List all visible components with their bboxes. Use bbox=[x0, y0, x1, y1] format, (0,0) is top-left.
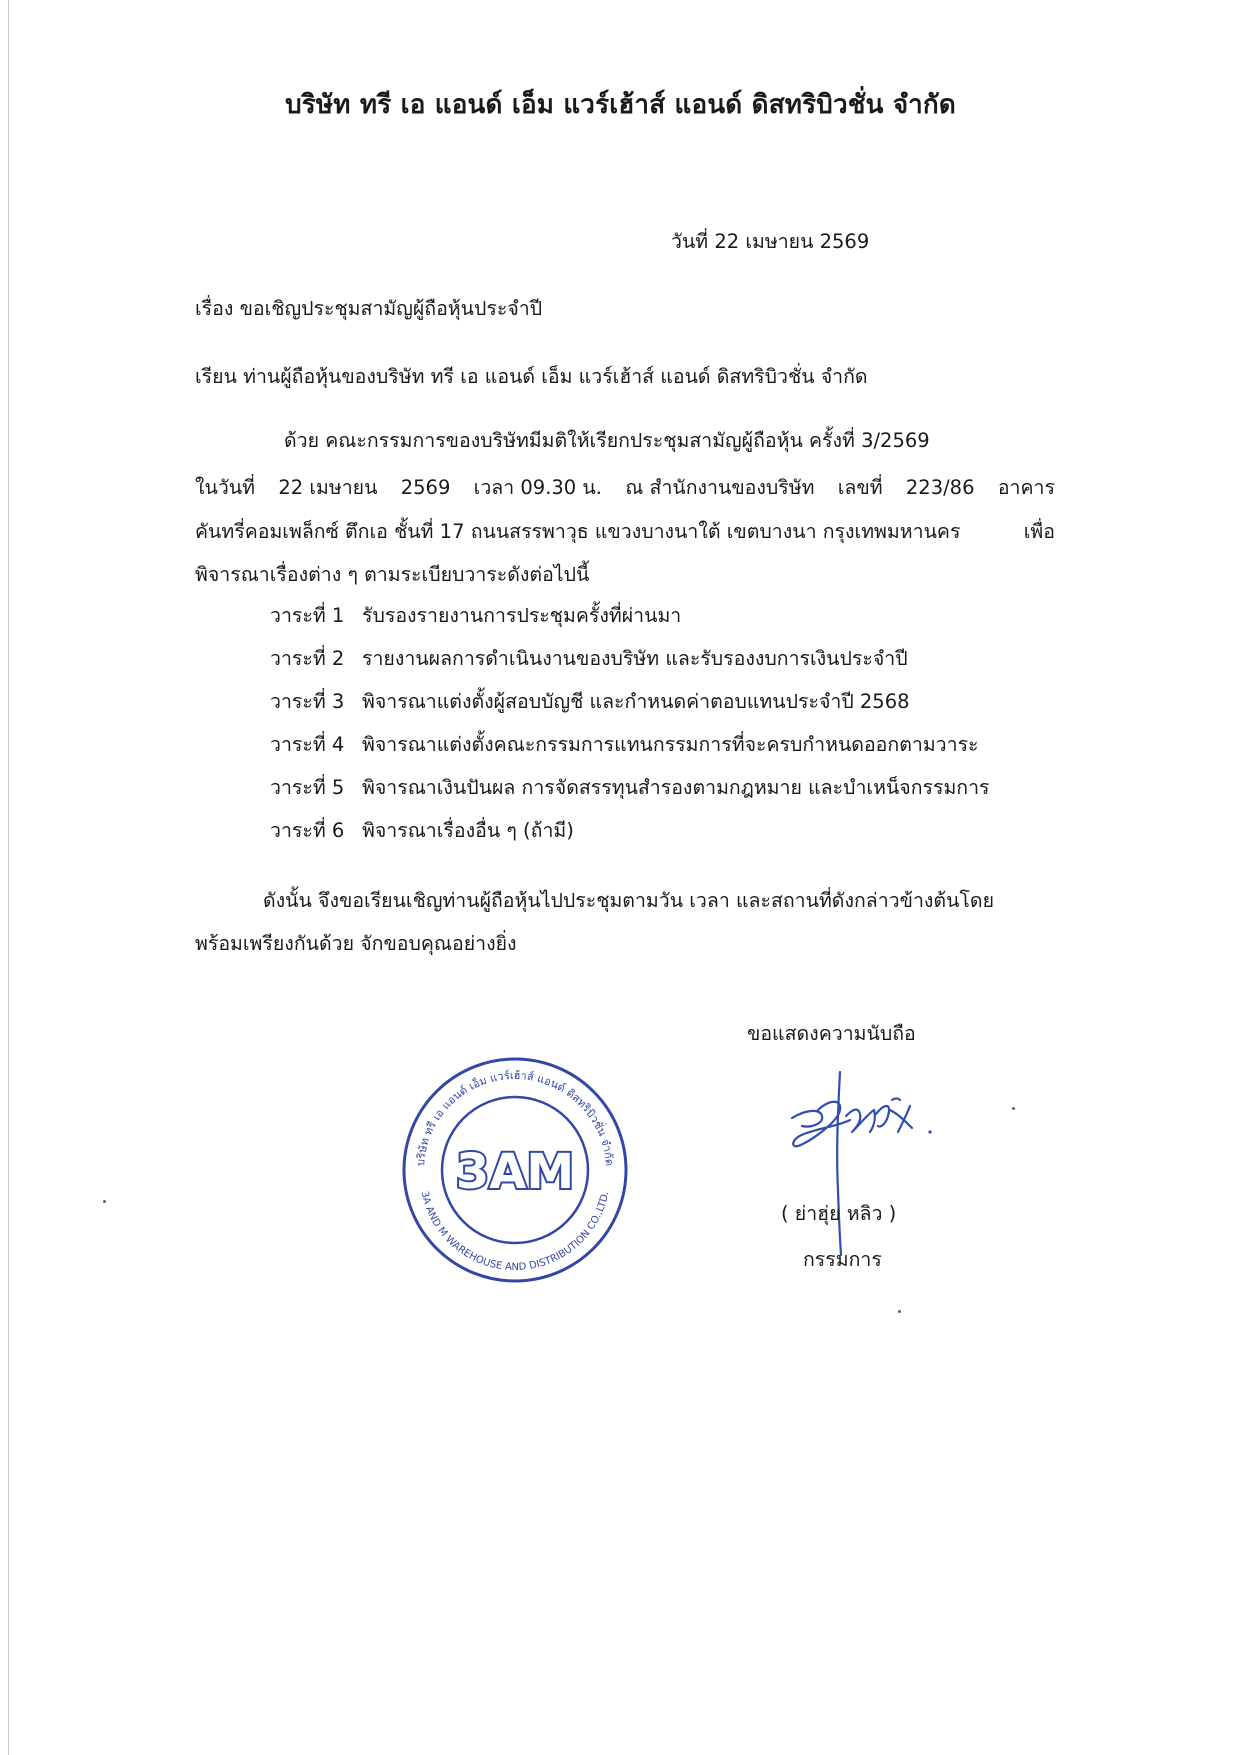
body-line-2-part: 223/86 bbox=[905, 476, 975, 499]
agenda-number: วาระที่ 1 bbox=[270, 604, 345, 627]
seal-thai-ring-text: บริษัท ทรี เอ แอนด์ เอ็ม แวร์เฮ้าส์ แอนด์ ดิสทริบิวชั่น จำกัด bbox=[414, 1068, 616, 1167]
body-line-4: พิจารณาเรื่องต่าง ๆ ตามระเบียบวาระดังต่อไปนี้ bbox=[195, 563, 590, 586]
body-line-3 bbox=[195, 520, 1055, 543]
body-line-3-part: เพื่อ bbox=[1023, 520, 1055, 543]
letter-salutation: เรียน ท่านผู้ถือหุ้นของบริษัท ทรี เอ แอนด์ เอ็ม แวร์เฮ้าส์ แอนด์ ดิสทริบิวชั่น จำกัด bbox=[195, 365, 868, 388]
body-line-2-part: 2569 bbox=[400, 476, 451, 499]
body-line-2-part: เวลา 09.30 น. bbox=[473, 476, 602, 499]
body-line-2-part: ณ สำนักงานของบริษัท bbox=[625, 476, 815, 499]
body-line-2-part: เลขที่ bbox=[837, 476, 883, 499]
body-line-2-part: อาคาร bbox=[997, 476, 1055, 499]
agenda-text: พิจารณาเงินปันผล การจัดสรรทุนสำรองตามกฎหมาย และบำเหน็จกรรมการ bbox=[362, 776, 990, 799]
body-line-1: ด้วย คณะกรรมการของบริษัทมีมติให้เรียกประชุมสามัญผู้ถือหุ้น ครั้งที่ 3/2569 bbox=[284, 429, 930, 452]
agenda-text: พิจารณาเรื่องอื่น ๆ (ถ้ามี) bbox=[362, 819, 574, 842]
agenda-item bbox=[270, 776, 990, 799]
closing-regards: ขอแสดงความนับถือ bbox=[747, 1022, 916, 1045]
handwritten-signature bbox=[780, 1070, 1010, 1260]
agenda-item bbox=[270, 819, 574, 842]
agenda-text: รับรองรายงานการประชุมครั้งที่ผ่านมา bbox=[362, 604, 682, 627]
body-line-2-part: ในวันที่ bbox=[195, 476, 255, 499]
body-line-2-part: 22 เมษายน bbox=[278, 476, 378, 499]
seal-logo-text: 3AM bbox=[455, 1144, 575, 1200]
agenda-item bbox=[270, 690, 910, 713]
agenda-text: รายงานผลการดำเนินงานของบริษัท และรับรองงบการเงินประจำปี bbox=[362, 647, 908, 670]
agenda-number: วาระที่ 2 bbox=[270, 647, 345, 670]
scan-speck bbox=[898, 1310, 901, 1313]
signer-name: ( ย่าฮุ่ย หลิว ) bbox=[781, 1202, 897, 1225]
company-seal bbox=[400, 1055, 630, 1285]
agenda-number: วาระที่ 5 bbox=[270, 776, 345, 799]
scan-speck bbox=[103, 1200, 106, 1203]
scan-edge-line bbox=[8, 0, 9, 1755]
agenda-item bbox=[270, 604, 681, 627]
company-title: บริษัท ทรี เอ แอนด์ เอ็ม แวร์เฮ้าส์ แอนด์ ดิสทริบิวชั่น จำกัด bbox=[285, 90, 956, 120]
letter-subject: เรื่อง ขอเชิญประชุมสามัญผู้ถือหุ้นประจำปี bbox=[195, 297, 543, 320]
agenda-number: วาระที่ 3 bbox=[270, 690, 345, 713]
agenda-text: พิจารณาแต่งตั้งผู้สอบบัญชี และกำหนดค่าตอบแทนประจำปี 2568 bbox=[362, 690, 910, 713]
scan-speck bbox=[1012, 1107, 1015, 1110]
agenda-text: พิจารณาแต่งตั้งคณะกรรมการแทนกรรมการที่จะครบกำหนดออกตามวาระ bbox=[362, 733, 979, 756]
agenda-item bbox=[270, 733, 979, 756]
signer-title: กรรมการ bbox=[803, 1248, 882, 1271]
closing-line-1: ดังนั้น จึงขอเรียนเชิญท่านผู้ถือหุ้นไปประชุมตามวัน เวลา และสถานที่ดังกล่าวข้างต้นโดย bbox=[263, 889, 994, 912]
seal-english-ring-text: 3A AND M WAREHOUSE AND DISTRIBUTION CO.,LTD. bbox=[418, 1190, 612, 1274]
body-line-3-part: คันทรี่คอมเพล็กซ์ ตึกเอ ชั้นที่ 17 ถนนสรรพาวุธ แขวงบางนาใต้ เขตบางนา กรุงเทพมหานคร bbox=[195, 520, 961, 543]
agenda-item bbox=[270, 647, 908, 670]
agenda-number: วาระที่ 4 bbox=[270, 733, 345, 756]
letter-date: วันที่ 22 เมษายน 2569 bbox=[671, 230, 870, 253]
agenda-number: วาระที่ 6 bbox=[270, 819, 345, 842]
body-line-2 bbox=[195, 476, 1055, 499]
closing-line-2: พร้อมเพรียงกันด้วย จักขอบคุณอย่างยิ่ง bbox=[195, 932, 517, 955]
